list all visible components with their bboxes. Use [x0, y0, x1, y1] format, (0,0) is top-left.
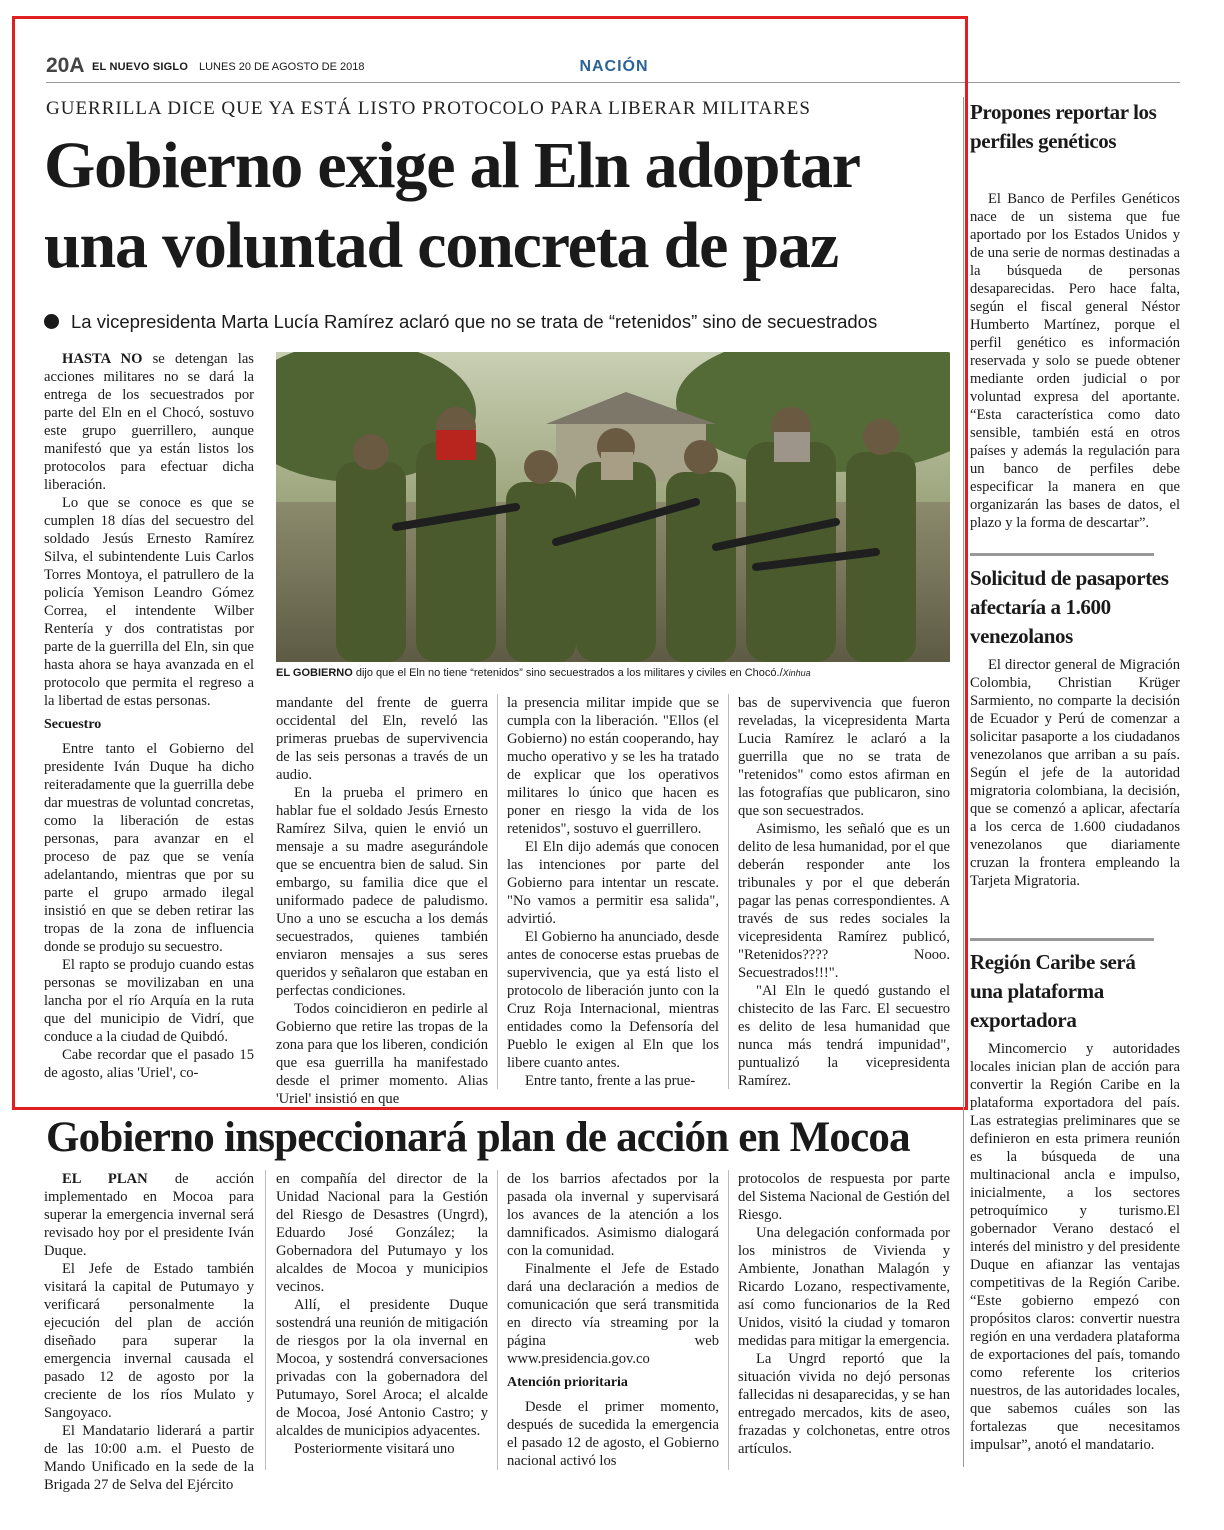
paragraph: Mincomercio y autoridades locales inician plan de acción para convertir la Región Caribe en la plataforma exportadora del país. Las estrategias preliminares que se definieron en esta primera reunión es la búsqueda de una multinacional ancla e impulso, inicialmente, a los sectores petroquímico y turismo.El gobernador Verano destacó el interés del ministro y del presidente Duque en afianzar las ventajas competitivas de la Región Caribe. “Este gobierno empezó con propósitos claros: convertir nuestra región en una verdadera plataforma de exportaciones del país, tomando como referente los criterios nuestros, de las autoridades locales, que sabemos cuáles son las fortalezas que necesitamos impulsar”, anotó el mandatario. — [970, 1041, 1180, 1453]
paragraph: La Ungrd reportó que la situación vivida no dejó personas fallecidas ni desaparecidas, y se han entregado mercados, kits de aseo, frazadas y colchonetas, entre otros artículos. — [738, 1351, 950, 1457]
sidebar-separator — [970, 938, 1154, 941]
sidebar-title-2: Solicitud de pasaportes afectaría a 1.600 venezolanos — [970, 566, 1169, 648]
column-divider — [265, 1170, 266, 1470]
sidebar-separator — [970, 553, 1154, 556]
second-column-1 — [44, 1170, 254, 1494]
sidebar-body-1 — [970, 190, 1180, 532]
column-divider — [497, 1170, 498, 1470]
second-column-2 — [276, 1170, 488, 1458]
lead-in: EL PLAN — [62, 1171, 148, 1187]
paragraph: Finalmente el Jefe de Estado dará una declaración a medios de comunicación que será transmitida en directo vía streaming por la página web www.presidencia.gov.co — [507, 1261, 719, 1367]
sidebar-body-3 — [970, 1040, 1180, 1454]
paragraph: El Jefe de Estado también visitará la capital de Putumayo y verificará personalmente la ejecución del plan de acción diseñado para superar la emergencia invernal causada el pasado 12 de agosto por la creciente de los ríos Mulato y Sangoyaco. — [44, 1261, 254, 1421]
sidebar-title-3: Región Caribe será una plataforma exportadora — [970, 950, 1136, 1032]
paragraph: El Mandatario liderará a partir de las 10:00 a.m. el Puesto de Mando Unificado en la sede de la Brigada 27 de Selva del Ejército — [44, 1423, 254, 1493]
article-kicker: GUERRILLA DICE QUE YA ESTÁ LISTO PROTOCOLO PARA LIBERAR MILITARES — [46, 98, 811, 119]
second-headline: Gobierno inspeccionará plan de acción en Mocoa — [46, 1114, 910, 1161]
paragraph: Allí, el presidente Duque sostendrá una reunión de mitigación de riesgos por la ola invernal en Mocoa, y sostendrá conversaciones privadas con la gobernadora del Putumayo, Sorel Aroca; el alcalde de Mocoa, José Antonio Castro; y alcaldes de municipios adyacentes. — [276, 1297, 488, 1439]
summary-text: La vicepresidenta Marta Lucía Ramírez aclaró que no se trata de “retenidos” sino de secuestrados — [71, 311, 878, 332]
sidebar-title-1: Propones reportar los perfiles genéticos — [970, 100, 1157, 153]
paragraph: Posteriormente visitará uno — [294, 1441, 455, 1457]
paragraph: El Eln dijo además que conocen las intenciones por parte del Gobierno para intentar un rescate. "No vamos a permitir esa salida", advirtió. — [507, 839, 719, 927]
second-column-3 — [507, 1170, 719, 1470]
paragraph: En la prueba el primero en hablar fue el soldado Jesús Ernesto Ramírez Silva, quien le envió un mensaje a su madre asegurándole que se encuentra bien de salud. Sin embargo, su familia dice que el uniformado padece de paludismo. Uno a uno se escucha a los demás secuestrados, quienes también enviaron mensajes a sus seres queridos y señalaron que estaban en perfectas condiciones. — [276, 785, 488, 999]
subheading: Secuestro — [44, 717, 102, 732]
paragraph: "Al Eln le quedó gustando el chistecito de las Farc. El secuestro es delito de lesa humanidad que nunca más tendrá impunidad", puntualizó la vicepresidenta Ramírez. — [738, 983, 950, 1089]
highlight-box — [12, 16, 968, 1110]
paragraph: bas de supervivencia que fueron reveladas, la vicepresidenta Marta Lucia Ramírez le aclaró a la guerrilla que no se trata de "retenidos" como estos afirman en las fotografías que publicaron, sino que son secuestrados. — [738, 695, 950, 819]
second-column-4 — [738, 1170, 950, 1458]
paragraph: Todos coincidieron en pedirle al Gobierno que retire las tropas de la zona para que los liberen, condición que esa guerrilla ha manifestado desde el primer momento. Alias 'Uriel' insistió en que — [276, 1001, 488, 1107]
column-divider — [728, 1170, 729, 1470]
section-label: NACIÓN — [579, 58, 649, 75]
issue-date: LUNES 20 DE AGOSTO DE 2018 — [199, 61, 365, 73]
paragraph: Lo que se conoce es que se cumplen 18 días del secuestro del soldado Jesús Ernesto Ramírez Silva, el subintendente Luis Carlos Torres Montoya, el patrullero de la policía Yemison Leandro Gómez Correa, el intendente Wilber Rentería y dos contratistas por parte de la guerrilla del Eln, sin que hasta ahora se haya avanzada en el protocolo que permita el regreso a la libertad de estas personas. — [44, 495, 254, 709]
headline-line-2: una voluntad concreta de paz — [44, 209, 838, 282]
paragraph: la presencia militar impide que se cumpla con la liberación. "Ellos (el Gobierno) no están cooperando, hay mucho operativo y se les ha tratado de explicar que los operativos militares lo único que hacen es poner en riesgo la vida de los retenidos", sostuvo el guerrillero. — [507, 695, 719, 837]
paragraph: mandante del frente de guerra occidental del Eln, reveló las primeras pruebas de supervivencia de las seis personas a través de un audio. — [276, 695, 488, 783]
paragraph: Entre tanto, frente a las prue- — [525, 1073, 696, 1089]
subheading: Atención prioritaria — [507, 1375, 628, 1390]
paragraph: se detengan las acciones militares no se dará la entrega de los secuestrados por parte del Eln en el Chocó, sostuvo este grupo guerrillero, aunque manifestó que ya están listos los protocolos para efectuar dicha liberación. — [44, 351, 254, 493]
paragraph: Una delegación conformada por los ministros de Vivienda y Ambiente, Jonathan Malagón y Ricardo Lozano, respectivamente, así como funcionarios de la Red Unidos, visitó la ciudad y tomaron medidas para mitigar la emergencia. — [738, 1225, 950, 1349]
caption-text: dijo que el Eln no tiene “retenidos” sino secuestrados a los militares y civiles en Chocó./ — [352, 667, 783, 679]
paragraph: de acción implementado en Mocoa para superar la emergencia invernal será revisado hoy por el presidente Iván Duque. — [44, 1171, 254, 1259]
lead-in: HASTA NO — [62, 351, 143, 367]
paragraph: en compañía del director de la Unidad Nacional para la Gestión del Riesgo de Desastres (Ungrd), Eduardo José González; la Gobernadora del Putumayo y los alcaldes de Mocoa y municipios vecinos. — [276, 1171, 488, 1295]
paragraph: Cabe recordar que el pasado 15 de agosto, alias 'Uriel', co- — [44, 1047, 254, 1081]
paragraph: Desde el primer momento, después de sucedida la emergencia el pasado 12 de agosto, el Gobierno nacional activó los — [507, 1399, 719, 1469]
paragraph: protocolos de respuesta por parte del Sistema Nacional de Gestión del Riesgo. — [738, 1171, 950, 1223]
sidebar-body-2 — [970, 656, 1180, 890]
paragraph: El Gobierno ha anunciado, desde antes de conocerse estas pruebas de supervivencia, que ya está listo el protocolo de liberación junto con la Cruz Roja Internacional, mientras entidades como la Defensoría del Pueblo le exigen al Eln que los libere cuanto antes. — [507, 929, 719, 1071]
sidebar-divider — [963, 97, 964, 1467]
paragraph: El director general de Migración Colombia, Christian Krüger Sarmiento, no comparte la decisión de Ecuador y Perú de comenzar a solicitar pasaporte a los ciudadanos venezolanos que arriban a su país. Según el jefe de la autoridad migratoria colombiana, la decisión, que se comenzó a aplicar, afectaría a los cerca de 1.600 ciudadanos venezolanos que diariamente cruzan la frontera empleando la Tarjeta Migratoria. — [970, 657, 1180, 889]
photo-credit: Xinhua — [782, 668, 811, 678]
paragraph: Entre tanto el Gobierno del presidente Iván Duque ha dicho reiteradamente que la guerrilla debe dar muestras de voluntad concretas, como la liberación de estas personas, para avanzar en el proceso de paz que se venía adelantando, mientras que por su parte el grupo armado ilegal insistió en que se deben retirar las tropas de la zona de influencia donde se produjo su secuestro. — [44, 741, 254, 955]
caption-lead: EL GOBIERNO — [276, 667, 353, 679]
headline-line-1: Gobierno exige al Eln adoptar — [44, 129, 860, 202]
paragraph: El Banco de Perfiles Genéticos nace de un sistema que fue aportado por los Estados Unidos y de una serie de normas destinadas a la búsqueda de personas desaparecidas. Pero hace falta, según el fiscal general Néstor Humberto Martínez, porque el perfil genético es información reservada y solo se puede obtener mediante orden judicial o por voluntad expresa del aportante. “Esta característica como dato sensible, también está en otros países y además la regulación para un banco de perfiles debe especificar la manera en que organizarán las bases de datos, el plazo y la forma de descartar”. — [970, 191, 1180, 531]
page-number: 20A — [46, 54, 85, 77]
newspaper-name: EL NUEVO SIGLO — [92, 61, 189, 73]
paragraph: Asimismo, les señaló que es un delito de lesa humanidad, por el que deberán responder ante los tribunales y por el que deberán pagar las penas correspondientes. A través de sus redes sociales la vicepresidenta Ramírez publicó, "Retenidos???? Nooo. Secuestrados!!!". — [738, 821, 950, 981]
paragraph: de los barrios afectados por la pasada ola invernal y supervisará los avances de la atención a los damnificados. Asimismo dialogará con la comunidad. — [507, 1171, 719, 1259]
paragraph: El rapto se produjo cuando estas personas se movilizaban en una lancha por el río Arquía en la ruta que del municipio de Vidrí, que conduce a la ciudad de Quibdó. — [44, 957, 254, 1045]
